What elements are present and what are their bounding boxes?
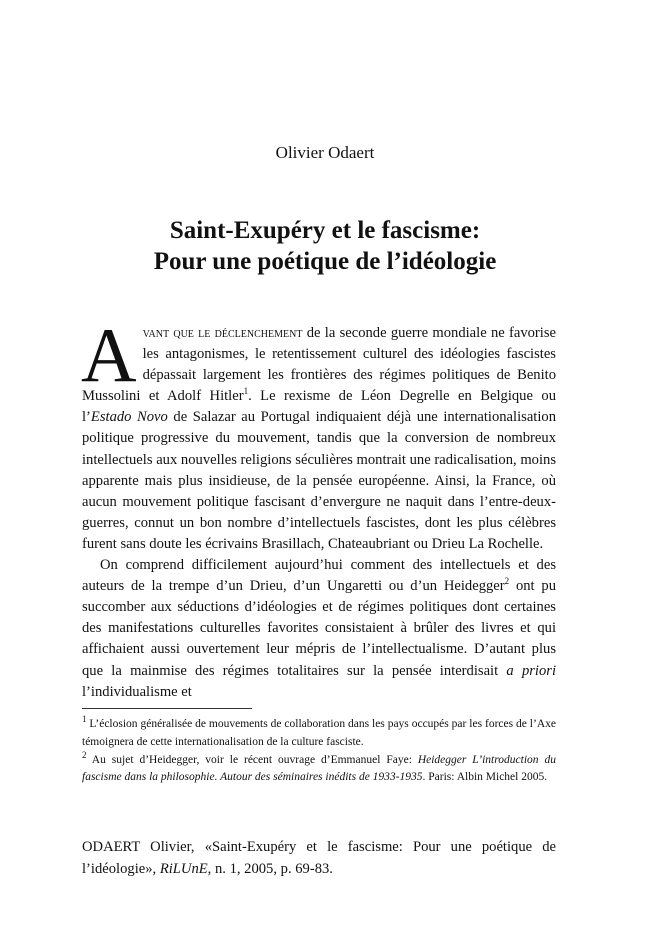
paragraph-2-text-b: ont pu succomber aux séductions d’idéologies et de régimes politiques dont certaines des manifestations culturelles favorites consistaient à brûler des livres et qui affichaient aussi ouvertement leur mépris de l’intellectualisme. D’autant plus que la mainmise des régimes totalitaires sur la pensée interdisait <box>82 578 556 679</box>
paragraph-1-text-b: . Le rexisme de Léon Degrelle en Belgique ou l’ <box>82 388 556 426</box>
footnote-2 <box>82 749 556 788</box>
paragraph-2-text-a: On comprend difficilement aujourd’hui comment des intellectuels et des auteurs de la trempe d’un Drieu, d’un Ungaretti ou d’un Heidegger <box>82 557 556 595</box>
drop-cap: A <box>81 312 137 398</box>
paragraph-1-text-c: de Salazar au Portugal indiquaient déjà une internationalisation politique progressive du mouvement, tandis que la conversion de nombreux intellectuels aux nouvelles religions séculières montrait une radicalisation, moins apparente mais plus insidieuse, de la pensée européenne. Ainsi, la France, où aucun mouvement politique fascisant d’envergure ne naquit dans l’entre-deux-guerres, connut un bon nombre d’intellectuels fascistes, dont les plus célèbres furent sans doute les écrivains Brasillach, Chateaubriant ou Drieu La Rochelle. <box>82 409 556 552</box>
footnote-rule <box>82 708 252 709</box>
footnotes <box>82 716 556 787</box>
small-caps-lead: vant que le déclenchement <box>142 325 303 341</box>
citation-text-b: , n. 1, 2005, p. 69-83. <box>207 860 333 877</box>
paragraph-2 <box>82 555 556 703</box>
paragraph-1 <box>81 312 557 555</box>
citation-journal: RiLUnE <box>159 860 208 877</box>
paper-title <box>0 215 650 277</box>
footnote-1-number: 1 <box>82 714 87 725</box>
body-text <box>81 312 557 703</box>
paragraph-2-italic: a priori <box>506 662 557 679</box>
footnote-2-text-a: Au sujet d’Heidegger, voir le récent ouvrage d’Emmanuel Faye: <box>86 753 418 766</box>
citation <box>82 837 556 880</box>
title-line-1: Saint-Exupéry et le fascisme: <box>169 217 481 244</box>
citation-text-a: ODAERT Olivier, «Saint-Exupéry et le fascisme: Pour une poétique de l’idéologie», <box>82 839 556 877</box>
footnote-ref-2[interactable]: 2 <box>504 576 510 587</box>
paragraph-2-text-c: l’individualisme et <box>82 683 192 700</box>
title-line-2: Pour une poétique de l’idéologie <box>153 248 497 275</box>
footnote-2-italic: Heidegger L’introduction du fascisme dans la philosophie. Autour des séminaires inédits de 1933-1935 <box>82 753 556 784</box>
footnote-2-number: 2 <box>82 749 87 760</box>
footnote-ref-1[interactable]: 1 <box>243 386 249 397</box>
paragraph-1-text-a: de la seconde guerre mondiale ne favorise les antagonismes, le retentissement culturel des idéologies fascistes dépassait largement les frontières des régimes politiques de Benito Mussolini et Adolf Hitler <box>82 325 557 405</box>
paragraph-1-italic: Estado Novo <box>90 409 168 426</box>
footnote-1-text: L’éclosion généralisée de mouvements de collaboration dans les pays occupés par les forces de l’Axe témoignera de cette internationalisation de la culture fasciste. <box>82 718 556 748</box>
footnote-1 <box>82 716 556 752</box>
footnote-2-text-b: . Paris: Albin Michel 2005. <box>422 771 548 784</box>
author-name: Olivier Odaert <box>275 143 375 162</box>
